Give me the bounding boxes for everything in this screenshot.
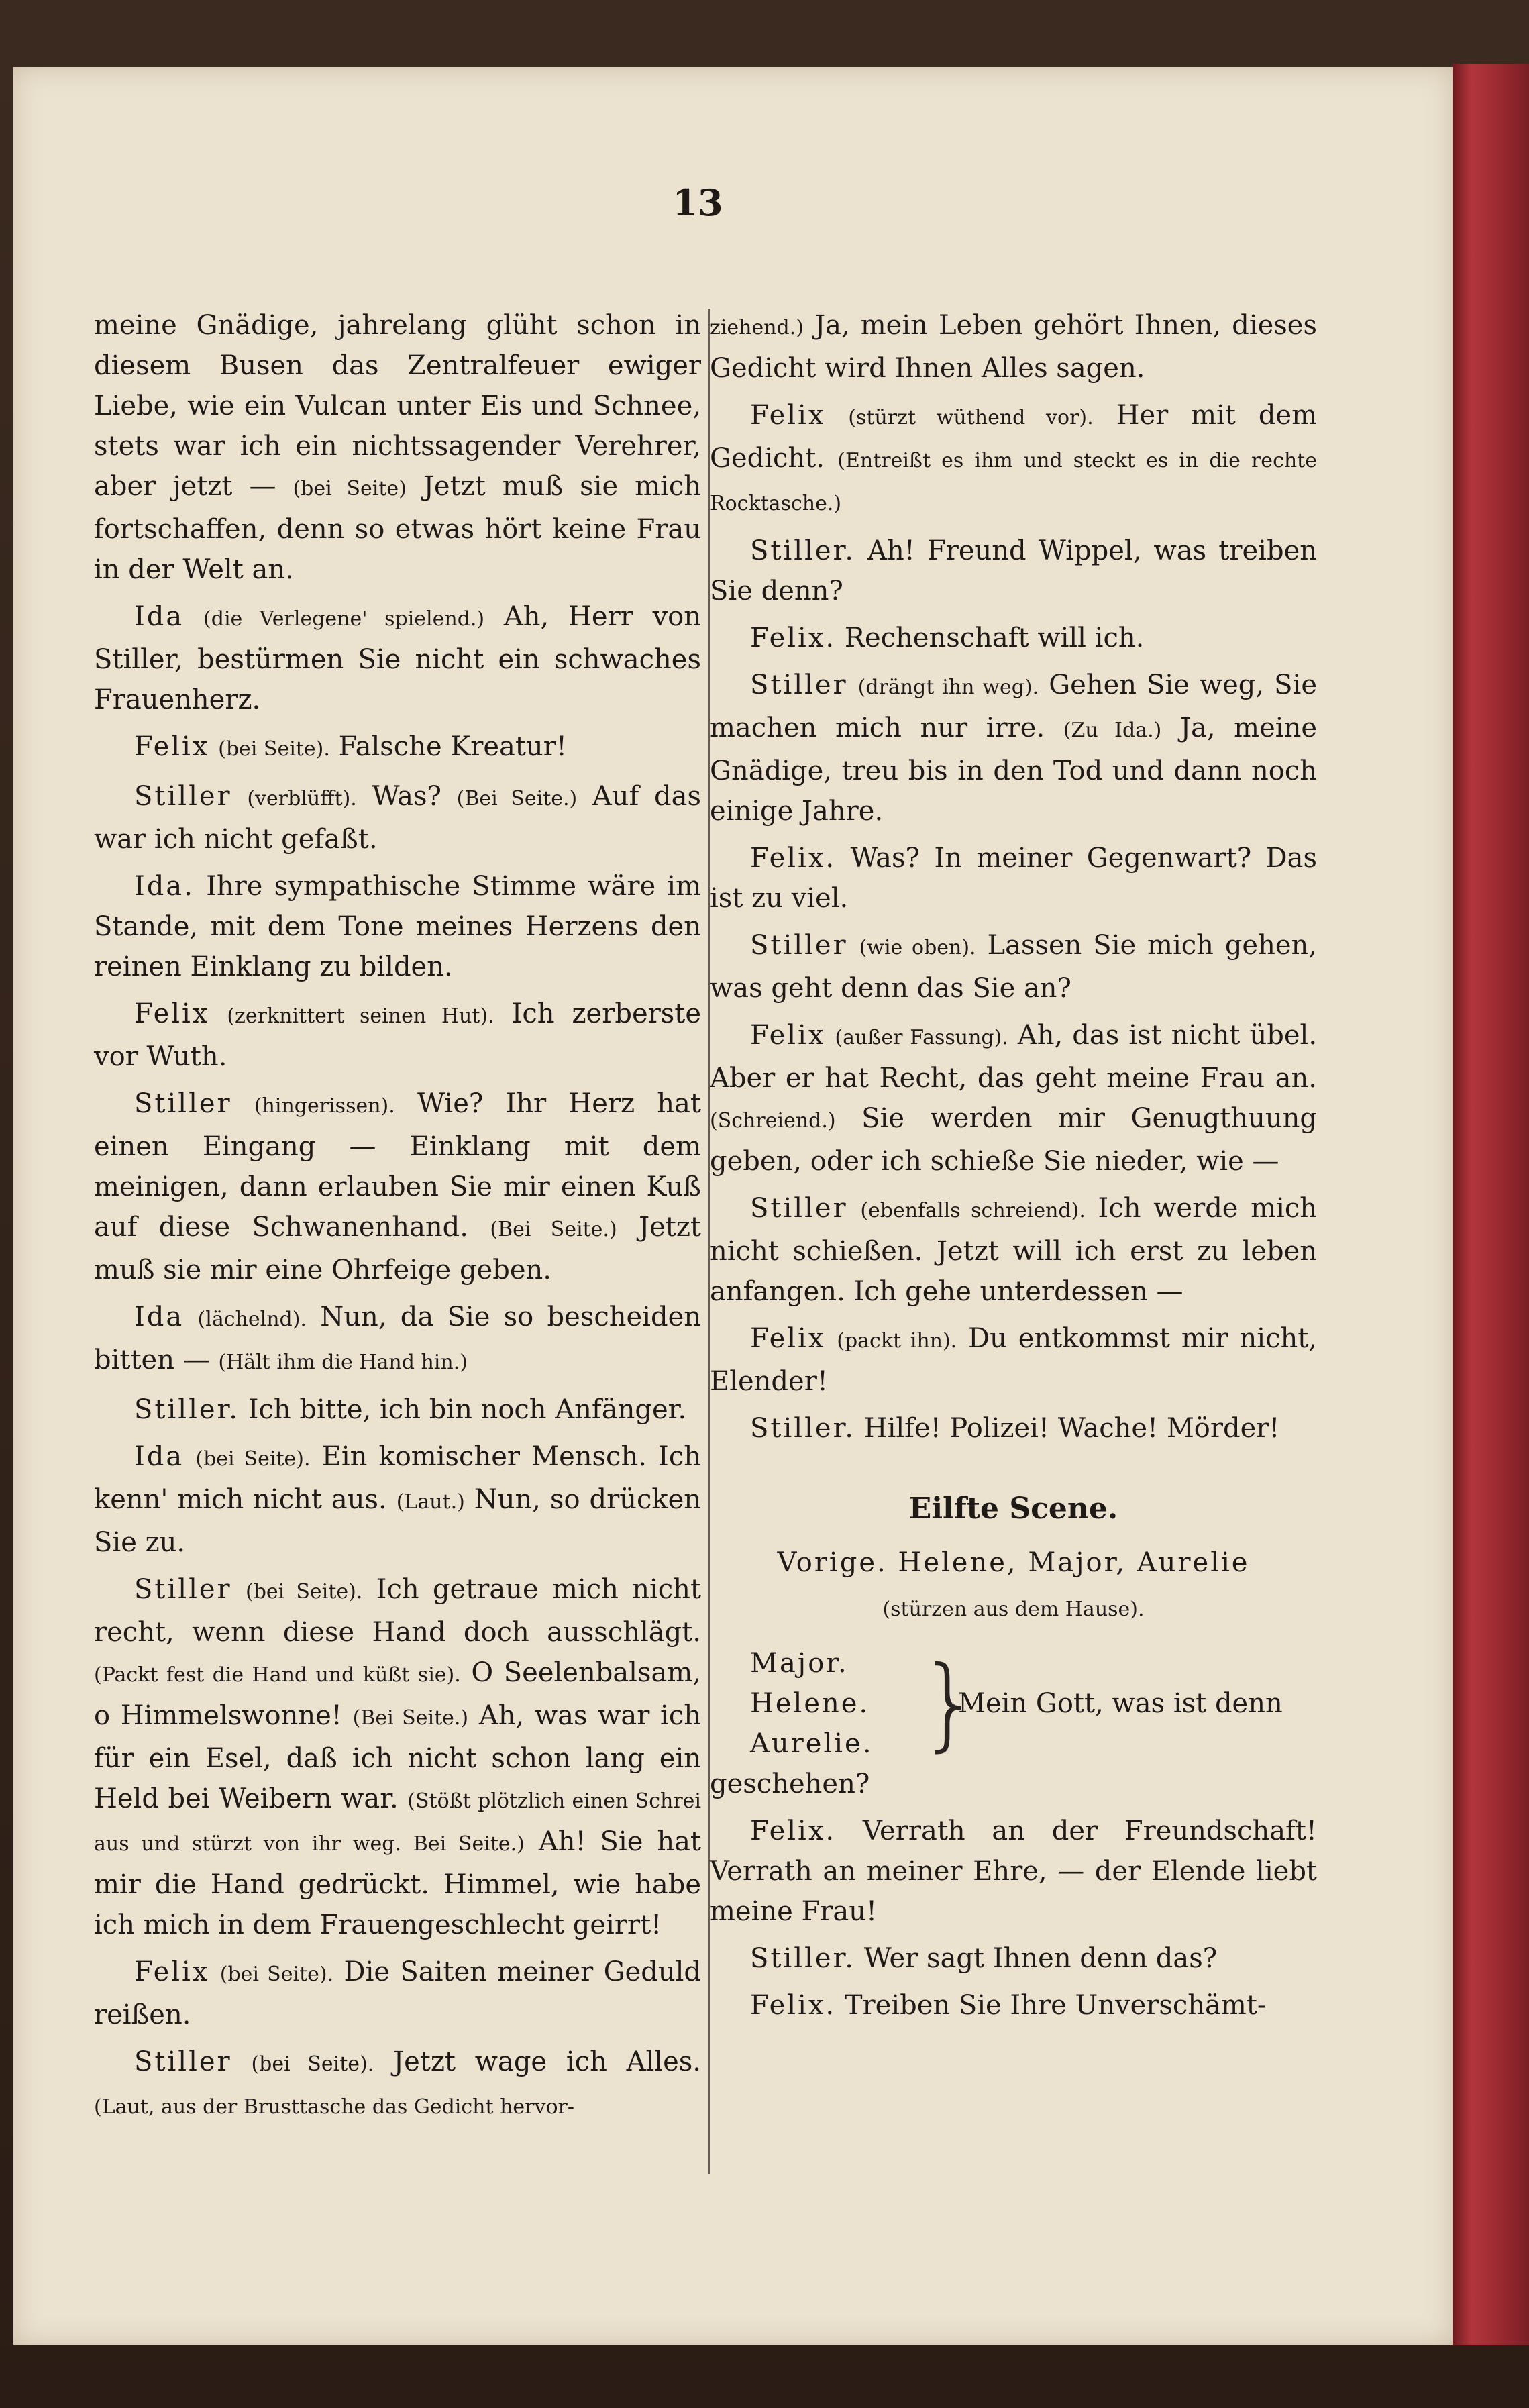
chorus-line: Mein Gott, was ist denn — [958, 1688, 1283, 1719]
speaker-name: Stiller — [134, 2046, 232, 2077]
paragraph: Stiller (ebenfalls schreiend). Ich werde mich nicht schießen. Jetzt will ich erst zu leben anfangen. Ich gehe unterdessen — — [710, 1193, 1318, 1307]
scene-title: Eilfte Scene. — [908, 1491, 1118, 1526]
paragraph: Stiller. Wer sagt Ihnen denn das? — [750, 1943, 1218, 1974]
speaker-name: Felix — [134, 731, 210, 762]
paragraph: Felix (zerknittert seinen Hut). Ich zerberste vor Wuth. — [94, 998, 702, 1072]
speaker-name: Ida — [134, 1441, 184, 1472]
paragraph: Felix (stürzt wüthend vor). Her mit dem Gedicht. (Entreißt es ihm und steckt es in die rechte Rocktasche.) — [710, 400, 1318, 515]
speaker-name: Felix. — [750, 1816, 837, 1846]
speaker-name: Stiller — [750, 670, 848, 700]
scene-characters: Vorige. Helene, Major, Aurelie — [777, 1547, 1250, 1578]
speaker-name: Stiller — [750, 930, 848, 961]
paragraph: Felix (bei Seite). Falsche Kreatur! — [134, 731, 567, 762]
speaker-name: Felix. — [750, 1990, 837, 2021]
speaker-name: Stiller. — [750, 535, 855, 566]
paragraph: Stiller (wie oben). Lassen Sie mich gehen, was geht denn das Sie an? — [710, 930, 1318, 1004]
speaker-name: Felix — [750, 1323, 826, 1354]
speaker-name: Stiller. — [134, 1394, 240, 1425]
paragraph: Stiller (drängt ihn weg). Gehen Sie weg, Sie machen mich nur irre. (Zu Ida.) Ja, meine Gnädige, treu bis in den Tod und dann noch einige Jahre. — [710, 670, 1318, 827]
speaker-name: Major. — [750, 1648, 849, 1679]
page-number: 13 — [672, 181, 723, 224]
speaker-name: Ida. — [134, 871, 195, 902]
speaker-name: Stiller — [134, 1574, 232, 1605]
speaker-name: Felix — [750, 400, 826, 431]
paragraph: Stiller (bei Seite). Ich getraue mich nicht recht, wenn diese Hand doch ausschlägt. (Packt fest die Hand und küßt sie). O Seelenbalsam, o Himmelswonne! (Bei Seite.) Ah, was war ich für ein Esel, daß ich nicht schon lang ein Held bei Weibern war. (Stößt plötzlich einen Schrei aus und stürzt von ihr weg. Bei Seite.) Ah! Sie hat mir die Hand gedrückt. Himmel, wie habe ich mich in dem Frauengeschlecht geirrt! — [94, 1574, 702, 1940]
paragraph: Stiller. Hilfe! Polizei! Wache! Mörder! — [750, 1413, 1280, 1444]
speaker-name: Stiller. — [750, 1943, 855, 1974]
speaker-name: Stiller — [134, 1088, 232, 1119]
paragraph: Ida (bei Seite). Ein komischer Mensch. Ich kenn' mich nicht aus. (Laut.) Nun, so drücken Sie zu. — [94, 1441, 702, 1558]
paragraph: Stiller (bei Seite). Jetzt wage ich Alles. (Laut, aus der Brusttasche das Gedicht hervor- — [94, 2046, 701, 2119]
paragraph: Felix. Treiben Sie Ihre Unverschämt- — [750, 1990, 1267, 2021]
paragraph: Stiller. Ah! Freund Wippel, was treiben Sie denn? — [710, 535, 1318, 607]
speaker-name: Felix — [750, 1020, 826, 1051]
paragraph: meine Gnädige, jahrelang glüht schon in diesem Busen das Zentralfeuer ewiger Liebe, wie ein Vulcan unter Eis und Schnee, stets war ich ein nichtssagender Verehrer, aber jetzt — (bei Seite) Jetzt muß sie mich fortschaffen, denn so etwas hört keine Frau in der Welt an. — [94, 310, 701, 585]
speaker-name: Ida — [134, 1302, 184, 1332]
speaker-name: Stiller. — [750, 1413, 855, 1444]
speaker-name: Ida — [134, 601, 184, 632]
speaker-name: Stiller — [134, 781, 232, 812]
right-column — [710, 305, 1317, 2032]
paragraph: Stiller. Ich bitte, ich bin noch Anfänger. — [134, 1394, 687, 1425]
paragraph: Felix (bei Seite). Die Saiten meiner Geduld reißen. — [94, 1956, 701, 2030]
speaker-name: Helene. — [750, 1688, 870, 1719]
speaker-name: Felix — [134, 998, 210, 1029]
paragraph: Felix (packt ihn). Du entkommst mir nicht, Elender! — [710, 1323, 1318, 1397]
chorus-continuation: geschehen? — [710, 1769, 870, 1799]
paragraph: Stiller (hingerissen). Wie? Ihr Herz hat einen Eingang — Einklang mit dem meinigen, dann erlauben Sie mir einen Kuß auf diese Schwanenhand. (Bei Seite.) Jetzt muß sie mir eine Ohrfeige geben. — [94, 1088, 701, 1286]
paragraph: Ida (lächelnd). Nun, da Sie so bescheiden bitten — (Hält ihm die Hand hin.) — [94, 1302, 701, 1375]
left-column — [94, 305, 701, 2134]
speaker-name: Felix. — [750, 843, 837, 874]
paragraph: Ida (die Verlegene' spielend.) Ah, Herr von Stiller, bestürmen Sie nicht ein schwaches Frauenherz. — [94, 601, 702, 715]
paragraph: Felix (außer Fassung). Ah, das ist nicht übel. Aber er hat Recht, das geht meine Frau an. (Schreiend.) Sie werden mir Genugthuung geben, oder ich schieße Sie nieder, wie — — [710, 1020, 1318, 1177]
page-edge-red — [1453, 64, 1529, 2345]
speaker-name: Aurelie. — [750, 1728, 874, 1759]
paragraph: Felix. Was? In meiner Gegenwart? Das ist zu viel. — [710, 843, 1317, 914]
chorus-block — [710, 1643, 1317, 1764]
paragraph: Felix. Verrath an der Freundschaft! Verrath an meiner Ehre, — der Elende liebt meine Frau! — [710, 1816, 1317, 1927]
speaker-name: Stiller — [750, 1193, 848, 1224]
scene-entrance: (stürzen aus dem Hause). — [882, 1598, 1145, 1621]
paragraph: Stiller (verblüfft). Was? (Bei Seite.) Auf das war ich nicht gefaßt. — [94, 781, 702, 855]
paragraph: ziehend.) Ja, mein Leben gehört Ihnen, dieses Gedicht wird Ihnen Alles sagen. — [710, 310, 1318, 384]
curly-brace-icon: } — [918, 1645, 982, 1762]
speaker-name: Felix — [134, 1956, 210, 1987]
paragraph: Felix. Rechenschaft will ich. — [750, 623, 1145, 653]
chorus-names — [710, 1643, 918, 1764]
paragraph: Ida. Ihre sympathische Stimme wäre im Stande, mit dem Tone meines Herzens den reinen Einklang zu bilden. — [94, 871, 701, 982]
speaker-name: Felix. — [750, 623, 837, 653]
